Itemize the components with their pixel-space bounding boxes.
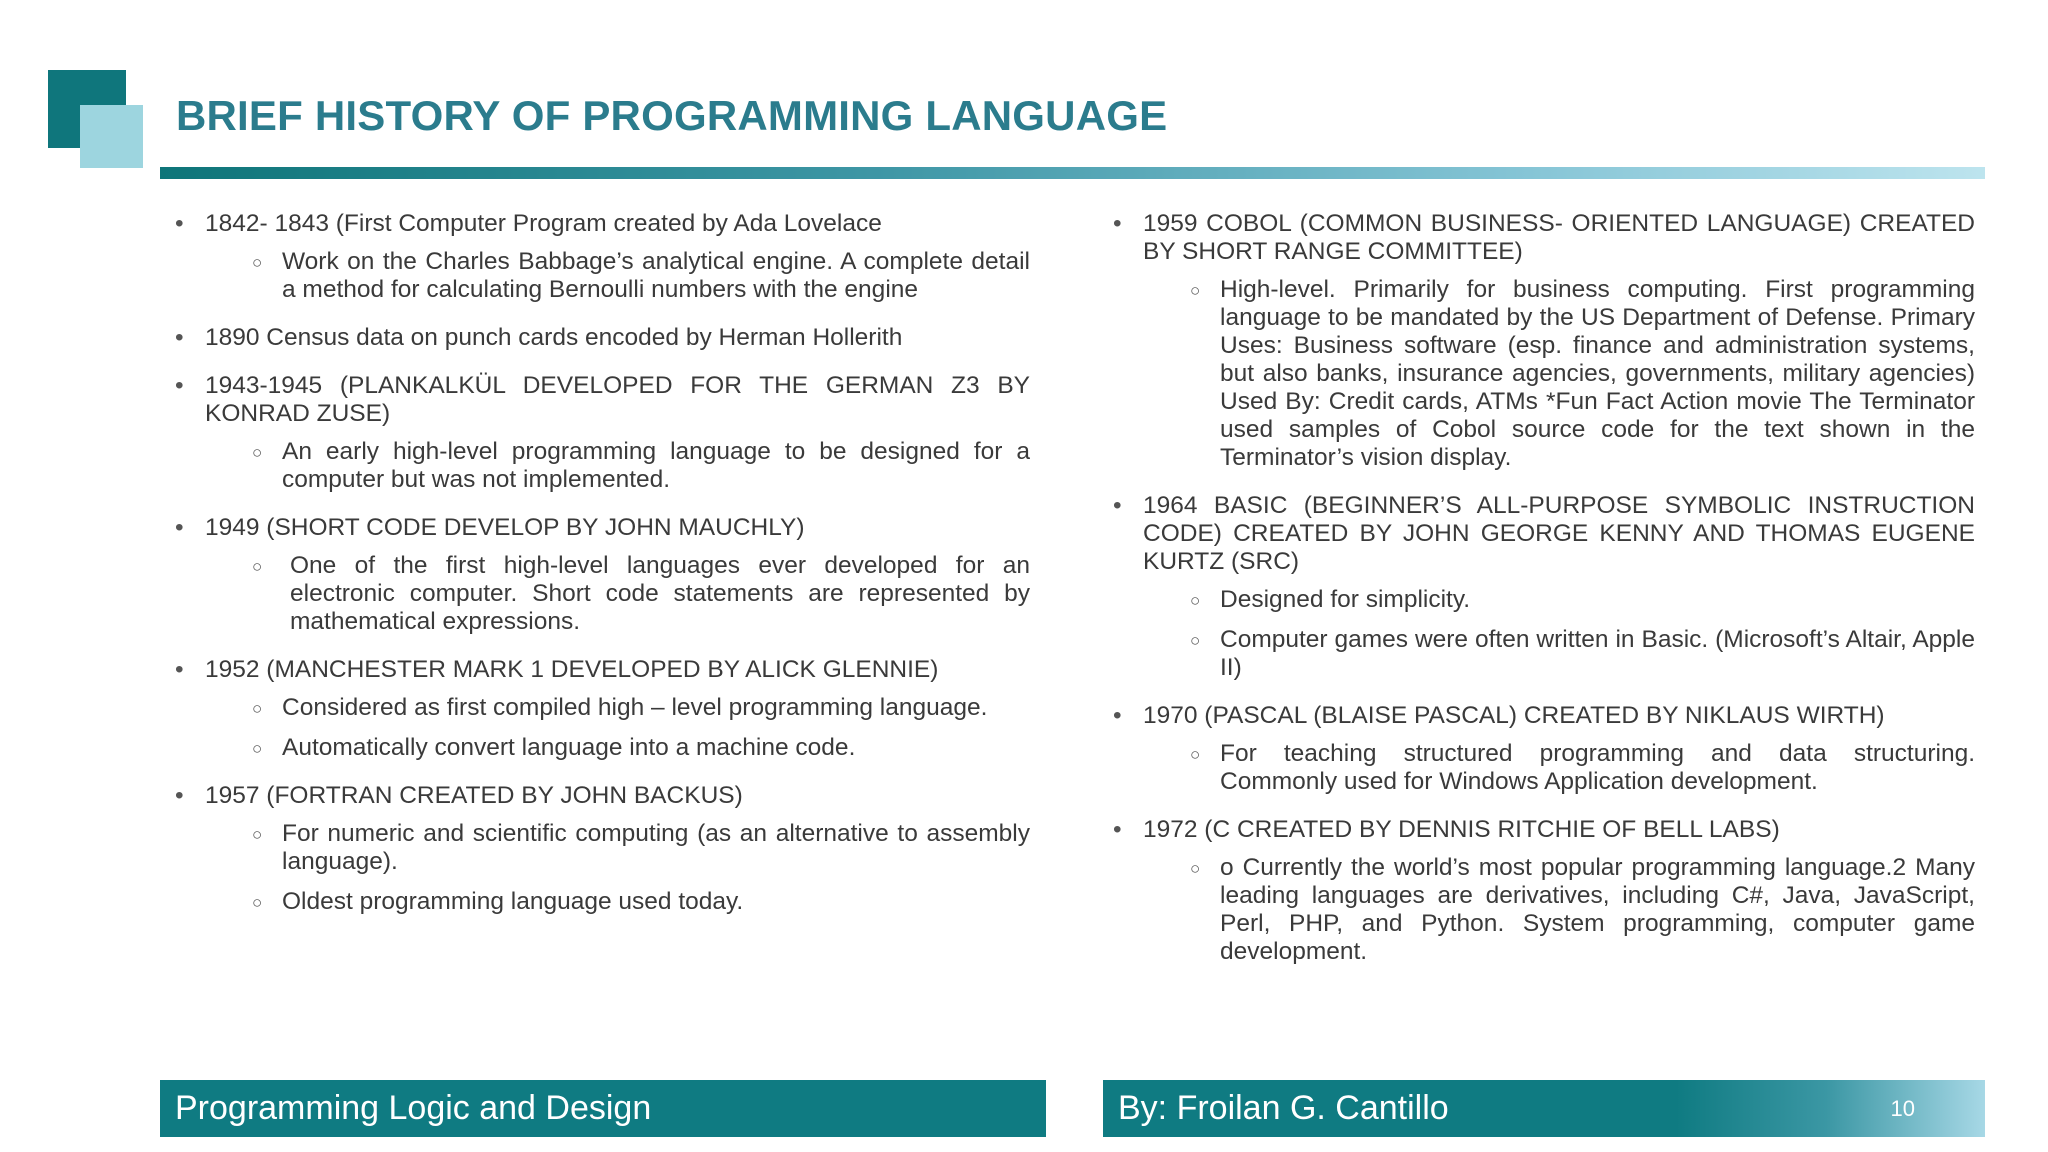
left-column — [175, 210, 1030, 936]
sub-bullet-item: ○ For numeric and scientific computing (as an alternative to assembly language). — [282, 820, 1030, 876]
title-underline — [160, 167, 1985, 179]
bullet-item: • 1957 (FORTRAN CREATED BY JOHN BACKUS) — [175, 782, 1030, 810]
bullet-item: • 1964 BASIC (BEGINNER’S ALL-PURPOSE SYMBOLIC INSTRUCTION CODE) CREATED BY JOHN GEORGE KENNY AND THOMAS EUGENE KURTZ (SRC) — [1113, 492, 1975, 576]
footer-course-text: Programming Logic and Design — [175, 1089, 652, 1127]
footer-course — [160, 1080, 1046, 1137]
bullet-item: • 1842- 1843 (First Computer Program created by Ada Lovelace — [175, 210, 1030, 238]
slide-title: BRIEF HISTORY OF PROGRAMMING LANGUAGE — [176, 92, 1168, 139]
footer-author — [1103, 1080, 1985, 1137]
logo-square-light — [80, 105, 143, 168]
sub-bullet-item: ○ Considered as first compiled high – level programming language. — [282, 694, 1030, 722]
bullet-item: • 1972 (C CREATED BY DENNIS RITCHIE OF BELL LABS) — [1113, 816, 1975, 844]
sub-bullet-item: ○ Designed for simplicity. — [1220, 586, 1975, 614]
bullet-item: • 1943-1945 (PLANKALKÜL DEVELOPED FOR THE GERMAN Z3 BY KONRAD ZUSE) — [175, 372, 1030, 428]
sub-bullet-item: ○ One of the first high-level languages ever developed for an electronic computer. Short code statements are represented by mathematical expressions. — [290, 552, 1030, 636]
sub-bullet-item: ○ Work on the Charles Babbage’s analytical engine. A complete detail a method for calculating Bernoulli numbers with the engine — [282, 248, 1030, 304]
page-number: 10 — [1890, 1096, 1915, 1121]
right-column — [1113, 210, 1975, 986]
bullet-item: • 1959 COBOL (COMMON BUSINESS- ORIENTED LANGUAGE) CREATED BY SHORT RANGE COMMITTEE) — [1113, 210, 1975, 266]
sub-bullet-item: ○ For teaching structured programming and data structuring. Commonly used for Windows Application development. — [1220, 740, 1975, 796]
sub-bullet-item: ○ An early high-level programming language to be designed for a computer but was not implemented. — [282, 438, 1030, 494]
bullet-item: • 1890 Census data on punch cards encoded by Herman Hollerith — [175, 324, 1030, 352]
bullet-item: • 1970 (PASCAL (BLAISE PASCAL) CREATED BY NIKLAUS WIRTH) — [1113, 702, 1975, 730]
sub-bullet-item: ○ High-level. Primarily for business computing. First programming language to be mandated by the US Department of Defense. Primary Uses: Business software (esp. finance and administration systems, but also banks, insurance agencies, governments, military agencies) Used By: Credit cards, ATMs *Fun Fact Action movie The Terminator used samples of Cobol source code for the text shown in the Terminator’s vision display. — [1220, 276, 1975, 472]
sub-bullet-item: ○ Computer games were often written in Basic. (Microsoft’s Altair, Apple II) — [1220, 626, 1975, 682]
sub-bullet-item: ○ Automatically convert language into a machine code. — [282, 734, 1030, 762]
bullet-item: • 1952 (MANCHESTER MARK 1 DEVELOPED BY ALICK GLENNIE) — [175, 656, 1030, 684]
sub-bullet-item: ○ o Currently the world’s most popular programming language.2 Many leading languages are derivatives, including C#, Java, JavaScript, Perl, PHP, and Python. System programming, computer game development. — [1220, 854, 1975, 966]
bullet-item: • 1949 (SHORT CODE DEVELOP BY JOHN MAUCHLY) — [175, 514, 1030, 542]
footer-author-text: By: Froilan G. Cantillo — [1118, 1089, 1449, 1127]
sub-bullet-item: ○ Oldest programming language used today. — [282, 888, 1030, 916]
